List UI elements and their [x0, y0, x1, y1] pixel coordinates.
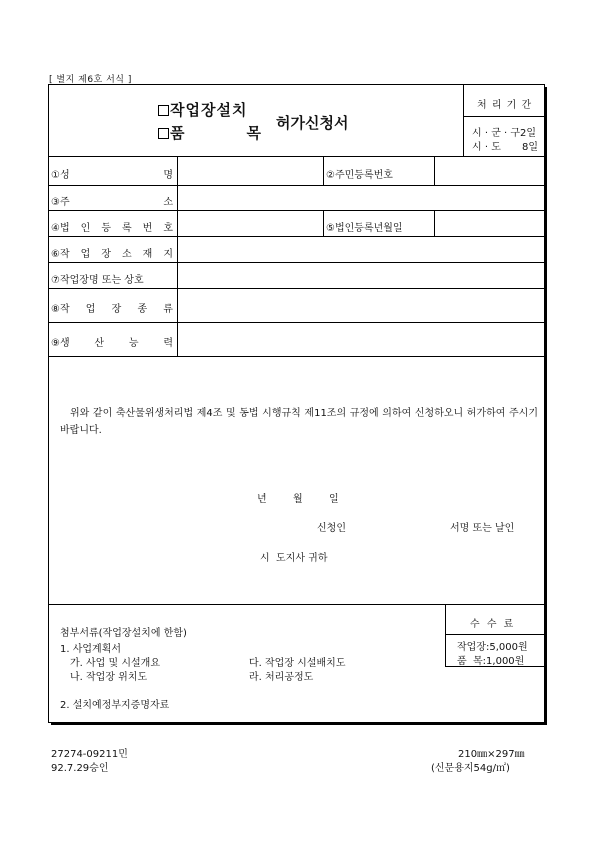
corp-date-field[interactable] — [436, 212, 544, 235]
form-label: [ 별지 제6호 서식 ] — [49, 75, 132, 85]
checkbox-item[interactable] — [158, 128, 169, 139]
label-char: 장 — [101, 249, 111, 260]
label-char: 지 — [163, 249, 173, 260]
attachment-item-1: 1. 사업계획서 — [60, 644, 122, 655]
attachment-item-1-ga: 가. 사업 및 시설개요 — [70, 658, 160, 669]
row3-divider — [323, 210, 324, 236]
attachment-item-1-na: 나. 작업장 위치도 — [70, 672, 148, 683]
label-corp-date: ⑤법인등록년월일 — [326, 223, 403, 234]
label-char: 업 — [85, 304, 96, 315]
label-column-border — [177, 156, 178, 356]
label-char: 능 — [128, 338, 139, 349]
label-char: 력 — [163, 338, 173, 349]
label-num: ⑥ — [51, 249, 60, 260]
label-address — [51, 193, 173, 208]
frame-shadow-bottom — [51, 723, 547, 725]
label-char: 호 — [163, 223, 173, 234]
label-char: 법 — [59, 223, 70, 234]
label-char: 등 — [101, 223, 111, 234]
label-char: 생 — [59, 338, 70, 349]
label-site-location — [51, 245, 173, 260]
label-char: 인 — [80, 223, 91, 234]
title-option-item-label-a: 품 — [170, 124, 186, 142]
grid-line — [48, 262, 545, 263]
label-char: 산 — [94, 338, 105, 349]
row1-divider — [323, 156, 324, 185]
grid-line — [48, 185, 545, 186]
label-site-name: ⑦작업장명 또는 상호 — [51, 275, 144, 286]
title-option-site-label: 작업장설치 — [170, 101, 248, 119]
footer-approval: 92.7.29승인 — [51, 763, 109, 774]
date-year: 년 — [257, 494, 267, 505]
row3-divider — [434, 210, 435, 236]
label-char: 명 — [163, 170, 173, 181]
date-month: 월 — [293, 494, 303, 505]
label-char: 종 — [137, 304, 148, 315]
label-char: 주 — [59, 197, 70, 208]
label-char: 작 — [59, 304, 70, 315]
label-name — [51, 166, 173, 181]
corp-reg-field[interactable] — [179, 212, 322, 235]
title-option-site — [158, 99, 247, 120]
fee-box-divider — [445, 634, 545, 635]
row1-divider — [434, 156, 435, 185]
site-type-field[interactable] — [179, 290, 543, 321]
application-statement: 위와 같이 축산물위생처리법 제4조 및 동법 시행규칙 제11조의 규정에 의하여 신청하오니 허가하여 주시기 바랍니다. — [60, 408, 538, 436]
grid-line — [48, 356, 545, 357]
label-char: 재 — [142, 249, 153, 260]
name-field[interactable] — [179, 158, 322, 184]
frame-shadow-right — [545, 87, 547, 725]
label-char: 류 — [163, 304, 173, 315]
label-num: ⑨ — [51, 338, 60, 349]
label-num: ③ — [51, 197, 60, 208]
label-char: 소 — [121, 249, 132, 260]
resident-no-field[interactable] — [436, 158, 544, 184]
fee-line-1: 작업장:5,000원 — [457, 642, 528, 653]
label-num: ① — [51, 170, 60, 181]
label-capacity — [51, 334, 173, 349]
attachment-item-1-da: 다. 작업장 시설배치도 — [249, 658, 346, 669]
processing-box-border — [463, 84, 464, 156]
footer-size: 210㎜×297㎜ — [458, 749, 525, 760]
fee-line-2: 품 목:1,000원 — [457, 656, 525, 667]
label-char: 작 — [59, 249, 70, 260]
grid-line — [48, 322, 545, 323]
label-num: ④ — [51, 223, 60, 234]
fee-header: 수 수 료 — [470, 619, 516, 630]
processing-box-divider — [463, 116, 545, 117]
applicant-label: 신청인 — [317, 523, 346, 534]
grid-line — [48, 288, 545, 289]
date-day: 일 — [329, 494, 339, 505]
fee-box-border — [445, 604, 446, 666]
processing-line-1: 시 · 군 · 구2일 — [472, 128, 537, 139]
signature-label: 서명 또는 날인 — [450, 523, 515, 534]
processing-header: 처 리 기 간 — [477, 100, 533, 111]
label-char: 업 — [80, 249, 91, 260]
label-char: 번 — [142, 223, 153, 234]
label-char: 장 — [111, 304, 122, 315]
capacity-field[interactable] — [179, 324, 543, 355]
processing-line-2b: 8일 — [522, 142, 539, 153]
address-field[interactable] — [179, 187, 543, 209]
title-option-item-label-b: 목 — [246, 124, 262, 142]
label-resident-no: ②주민등록번호 — [326, 170, 393, 181]
form-title: 허가신청서 — [276, 114, 349, 132]
grid-line — [48, 156, 545, 157]
attachment-item-2: 2. 설치예정부지증명자료 — [60, 700, 170, 711]
checkbox-site[interactable] — [158, 105, 169, 116]
grid-line — [48, 210, 545, 211]
site-location-field[interactable] — [179, 238, 543, 261]
grid-line — [48, 236, 545, 237]
label-char: 록 — [121, 223, 132, 234]
label-char: 소 — [163, 197, 173, 208]
attachments-header: 첨부서류(작업장설치에 한함) — [60, 628, 187, 639]
label-corp-reg — [51, 219, 173, 234]
site-name-field[interactable] — [179, 264, 543, 287]
label-num: ⑧ — [51, 304, 60, 315]
attachment-item-1-ra: 라. 처리공정도 — [249, 672, 314, 683]
title-option-item — [158, 122, 262, 143]
addressee: 시 도지사 귀하 — [260, 553, 328, 564]
footer-paper: (신문용지54g/㎡) — [431, 763, 510, 774]
label-char: 성 — [59, 170, 70, 181]
section-divider — [48, 604, 545, 605]
processing-line-2a: 시 · 도 — [472, 142, 501, 153]
footer-code: 27274-09211민 — [51, 749, 128, 760]
label-site-type — [51, 300, 173, 315]
